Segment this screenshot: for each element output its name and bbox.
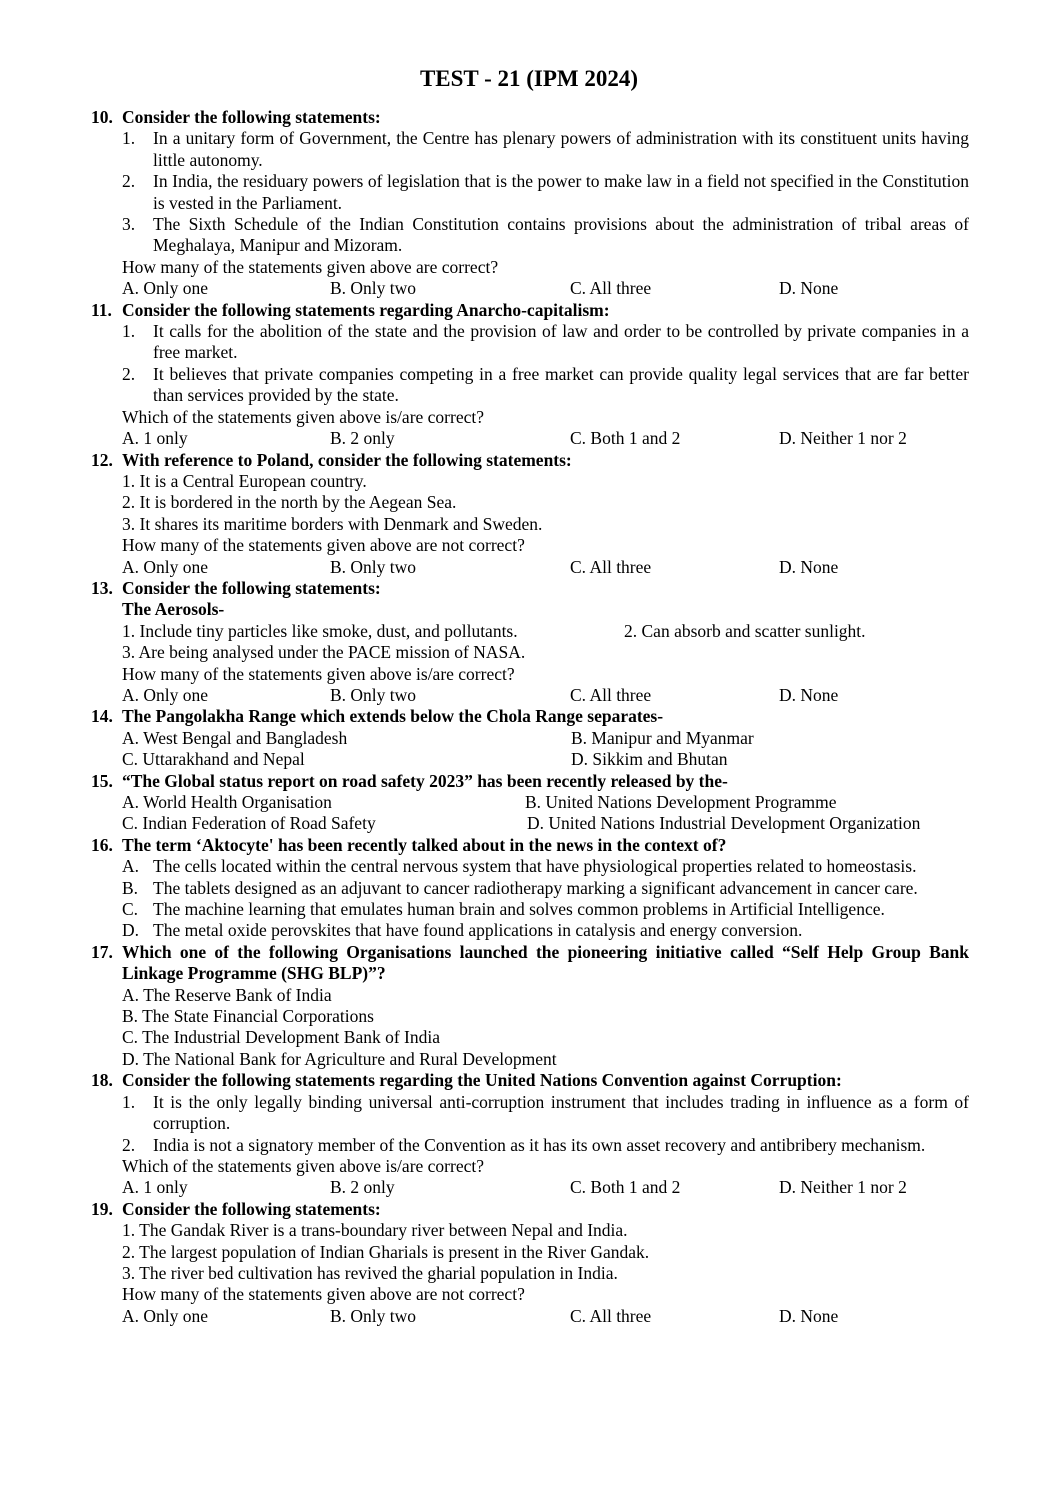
- option-b: B. United Nations Development Programme: [525, 792, 837, 812]
- statement-row: [122, 621, 969, 642]
- statement-item: 1. In a unitary form of Government, the Centre has plenary powers of administration with its constituent units having little autonomy.: [122, 128, 969, 170]
- statement-line: 2. Can absorb and scatter sunlight.: [624, 620, 866, 641]
- question-subheading: The Aerosols-: [122, 599, 225, 620]
- answer-options: [122, 557, 969, 578]
- option-d: D. Sikkim and Bhutan: [571, 749, 728, 770]
- option-b: B. 2 only: [330, 1177, 395, 1198]
- statement-line: 1. Include tiny particles like smoke, dust, and pollutants.: [122, 620, 518, 641]
- option-a: A. West Bengal and Bangladesh: [122, 727, 348, 748]
- option-b: B. The State Financial Corporations: [122, 1006, 374, 1027]
- question-number: 18.: [91, 1070, 113, 1091]
- page-title: TEST - 21 (IPM 2024): [419, 66, 639, 91]
- option-a: A. Only one: [122, 1305, 209, 1326]
- question-text: The term ‘Aktocyte' has been recently talked about in the news in the context of?: [122, 834, 727, 855]
- question-text: Consider the following statements:: [122, 107, 381, 127]
- statement-line: 2. It is bordered in the north by the Aegean Sea.: [122, 492, 457, 513]
- statement-line: 1. The Gandak River is a trans-boundary river between Nepal and India.: [122, 1220, 628, 1241]
- question-16: [91, 835, 969, 942]
- question-prompt: Which of the statements given above is/are correct?: [122, 406, 484, 427]
- option-a: A. Only one: [122, 684, 209, 705]
- question-text: The Pangolakha Range which extends below the Chola Range separates-: [122, 706, 664, 727]
- statement-item: 2. It believes that private companies competing in a free market can provide quality legal services that are far better than services provided by the state.: [122, 363, 969, 406]
- option-a: A. The cells located within the central nervous system that have physiological properties related to homeostasis.: [122, 856, 917, 877]
- answer-options: [122, 1306, 969, 1327]
- question-number: 15.: [91, 770, 113, 791]
- question-text: Consider the following statements regarding Anarcho-capitalism:: [122, 299, 610, 320]
- option-d: D. None: [779, 684, 839, 705]
- question-text: With reference to Poland, consider the following statements:: [122, 449, 572, 470]
- statement-item: 1. It is the only legally binding universal anti-corruption instrument that includes trading in influence as a form of corruption.: [122, 1091, 969, 1134]
- answer-options: [122, 428, 969, 449]
- option-b: B. The tablets designed as an adjuvant to cancer radiotherapy marking a significant advancement in cancer care.: [122, 877, 918, 898]
- option-d: D. None: [779, 1305, 839, 1326]
- question-number: 10.: [91, 107, 113, 127]
- question-text: Consider the following statements regarding the United Nations Convention against Corruption:: [122, 1070, 842, 1091]
- answer-options-row: [122, 728, 969, 749]
- option-d: D. None: [779, 556, 839, 577]
- statement-line: 2. The largest population of Indian Gharials is present in the River Gandak.: [122, 1241, 650, 1262]
- option-c: C. Uttarakhand and Nepal: [122, 749, 305, 770]
- question-number: 19.: [91, 1198, 113, 1219]
- option-a: A. 1 only: [122, 1177, 188, 1198]
- option-d: D. Neither 1 nor 2: [779, 1177, 907, 1198]
- question-number: 17.: [91, 941, 113, 962]
- question-text: “The Global status report on road safety 2023” has been recently released by the-: [122, 770, 728, 791]
- option-d: D. The National Bank for Agriculture and Rural Development: [122, 1048, 557, 1069]
- option-b: B. Only two: [330, 556, 417, 577]
- question-prompt: How many of the statements given above are not correct?: [122, 535, 525, 556]
- option-a: A. 1 only: [122, 428, 188, 449]
- option-b: B. Only two: [330, 684, 417, 705]
- question-19: [91, 1199, 969, 1327]
- option-c: C. Indian Federation of Road Safety: [122, 813, 376, 834]
- option-c: C. All three: [570, 684, 652, 705]
- answer-options-row: [122, 749, 969, 770]
- question-11: [91, 300, 969, 450]
- statement-item: 2. In India, the residuary powers of legislation that is the power to make law in a field not specified in the Constitution is vested in the Parliament.: [122, 171, 969, 213]
- statement-line: 1. It is a Central European country.: [122, 470, 367, 491]
- option-c: C. Both 1 and 2: [570, 1177, 681, 1198]
- question-13: [91, 578, 969, 706]
- option-b: B. 2 only: [330, 428, 395, 449]
- option-c: C. All three: [570, 278, 652, 299]
- option-b: B. Only two: [330, 1305, 417, 1326]
- statement-item: 3. The Sixth Schedule of the Indian Constitution contains provisions about the administration of tribal areas of Meghalaya, Manipur and Mizoram.: [122, 214, 969, 256]
- option-c: C. All three: [570, 556, 652, 577]
- question-prompt: Which of the statements given above is/are correct?: [122, 1155, 484, 1176]
- statement-line: 3. It shares its maritime borders with Denmark and Sweden.: [122, 513, 543, 534]
- question-number: 11.: [91, 299, 112, 320]
- option-b: B. Only two: [330, 278, 417, 299]
- question-number: 16.: [91, 834, 113, 855]
- question-text: Which one of the following Organisations launched the pioneering initiative called “Self Help Group Bank Linkage Programme (SHG BLP)”?: [122, 941, 969, 984]
- answer-options-row: [122, 792, 969, 813]
- statement-line: 3. Are being analysed under the PACE mission of NASA.: [122, 642, 526, 663]
- question-prompt: How many of the statements given above is/are correct?: [122, 663, 515, 684]
- option-c: C. Both 1 and 2: [570, 428, 681, 449]
- question-10: [91, 107, 969, 300]
- question-18: [91, 1070, 969, 1198]
- answer-options: [122, 685, 969, 706]
- option-a: A. World Health Organisation: [122, 792, 332, 812]
- answer-options: [122, 1177, 969, 1198]
- option-a: A. Only one: [122, 556, 209, 577]
- statement-line: 3. The river bed cultivation has revived the gharial population in India.: [122, 1262, 618, 1283]
- question-number: 14.: [91, 706, 113, 727]
- statement-item: 2. India is not a signatory member of the Convention as it has its own asset recovery and antibribery mechanism.: [122, 1134, 926, 1155]
- option-a: A. The Reserve Bank of India: [122, 984, 332, 1005]
- option-d: D. None: [779, 278, 839, 299]
- answer-options-row: [122, 813, 969, 834]
- answer-options: [122, 278, 969, 299]
- option-d: D. Neither 1 nor 2: [779, 428, 907, 449]
- question-prompt: How many of the statements given above are correct?: [122, 256, 499, 277]
- question-text: Consider the following statements:: [122, 577, 381, 598]
- question-list: [91, 107, 969, 1327]
- statement-item: 1. It calls for the abolition of the state and the provision of law and order to be controlled by private companies in a free market.: [122, 321, 969, 363]
- option-a: A. Only one: [122, 278, 209, 299]
- question-prompt: How many of the statements given above are not correct?: [122, 1284, 525, 1305]
- option-b: B. Manipur and Myanmar: [571, 727, 754, 748]
- question-12: [91, 450, 969, 578]
- option-d: D. United Nations Industrial Development Organization: [527, 813, 921, 834]
- option-d: D. The metal oxide perovskites that have found applications in catalysis and energy conversion.: [122, 920, 803, 941]
- question-15: [91, 771, 969, 835]
- question-number: 13.: [91, 577, 113, 598]
- question-number: 12.: [91, 449, 113, 470]
- question-17: [91, 942, 969, 1070]
- question-text: Consider the following statements:: [122, 1198, 381, 1219]
- question-14: [91, 706, 969, 770]
- option-c: C. The Industrial Development Bank of India: [122, 1027, 441, 1048]
- option-c: C. All three: [570, 1305, 652, 1326]
- option-c: C. The machine learning that emulates human brain and solves common problems in Artificial Intelligence.: [122, 899, 885, 920]
